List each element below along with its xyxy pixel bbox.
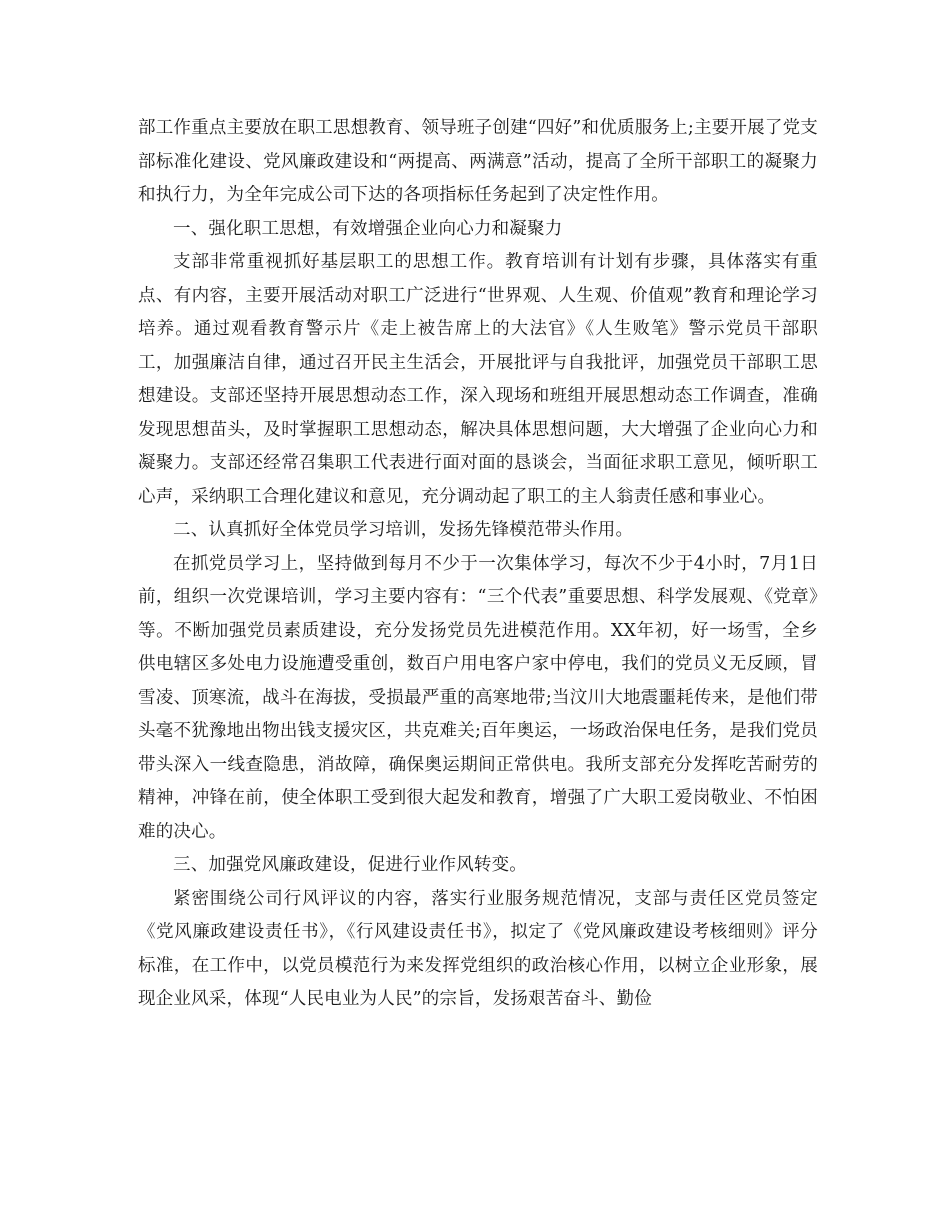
document-page [138, 112, 818, 1017]
paragraph-intro: 部工作重点主要放在职工思想教育、领导班子创建“四好”和优质服务上;主要开展了党支部标准化建设、党风廉政建设和“两提高、两满意”活动，提高了全所干部职工的凝聚力和执行力，为全年完成公司下达的各项指标任务起到了决定性作用。 [138, 118, 818, 205]
section-heading-1: 一、强化职工思想，有效增强企业向心力和凝聚力 [173, 218, 563, 239]
section-heading-2: 二、认真抓好全体党员学习培训，发扬先锋模范带头作用。 [173, 520, 634, 540]
paragraph-section-2: 在抓党员学习上，坚持做到每月不少于一次集体学习，每次不少于4小时，7月1日前，组织一次党课培训，学习主要内容有：“三个代表”重要思想、科学发展观、《党章》等。不断加强党员素质建设，充分发扬党员先进模范作用。XX年初，好一场雪，全乡供电辖区多处电力设施遭受重创，数百户用电客户家中停电，我们的党员义无反顾，冒雪凌、顶寒流，战斗在海拔，受损最严重的高寒地带;当汶川大地震噩耗传来，是他们带头毫不犹豫地出物出钱支援灾区，共克难关;百年奥运，一场政治保电任务，是我们党员带头深入一线查隐患，消故障，确保奥运期间正常供电。我所支部充分发挥吃苦耐劳的精神，冲锋在前，使全体职工受到很大起发和教育，增强了广大职工爱岗敬业、不怕困难的决心。 [138, 553, 818, 842]
paragraph-section-3: 紧密围绕公司行风评议的内容，落实行业服务规范情况，支部与责任区党员签定《党风廉政建设责任书》，《行风建设责任书》，拟定了《党风廉政建设考核细则》评分标准，在工作中，以党员模范行为来发挥党组织的政治核心作用，以树立企业形象，展现企业风采，体现“人民电业为人民”的宗旨，发扬艰苦奋斗、勤俭 [138, 888, 818, 1009]
section-heading-3: 三、加强党风廉政建设，促进行业作风转变。 [173, 855, 527, 875]
paragraph-section-1: 支部非常重视抓好基层职工的思想工作。教育培训有计划有步骤，具体落实有重点、有内容，主要开展活动对职工广泛进行“世界观、人生观、价值观”教育和理论学习培养。通过观看教育警示片《走上被告席上的大法官》《人生败笔》警示党员干部职工，加强廉洁自律，通过召开民主生活会，开展批评与自我批评，加强党员干部职工思想建设。支部还坚持开展思想动态工作，深入现场和班组开展思想动态工作调查，准确发现思想苗头，及时掌握职工思想动态，解决具体思想问题，大大增强了企业向心力和凝聚力。支部还经常召集职工代表进行面对面的恳谈会，当面征求职工意见，倾听职工心声，采纳职工合理化建议和意见，充分调动起了职工的主人翁责任感和事业心。 [138, 252, 818, 507]
